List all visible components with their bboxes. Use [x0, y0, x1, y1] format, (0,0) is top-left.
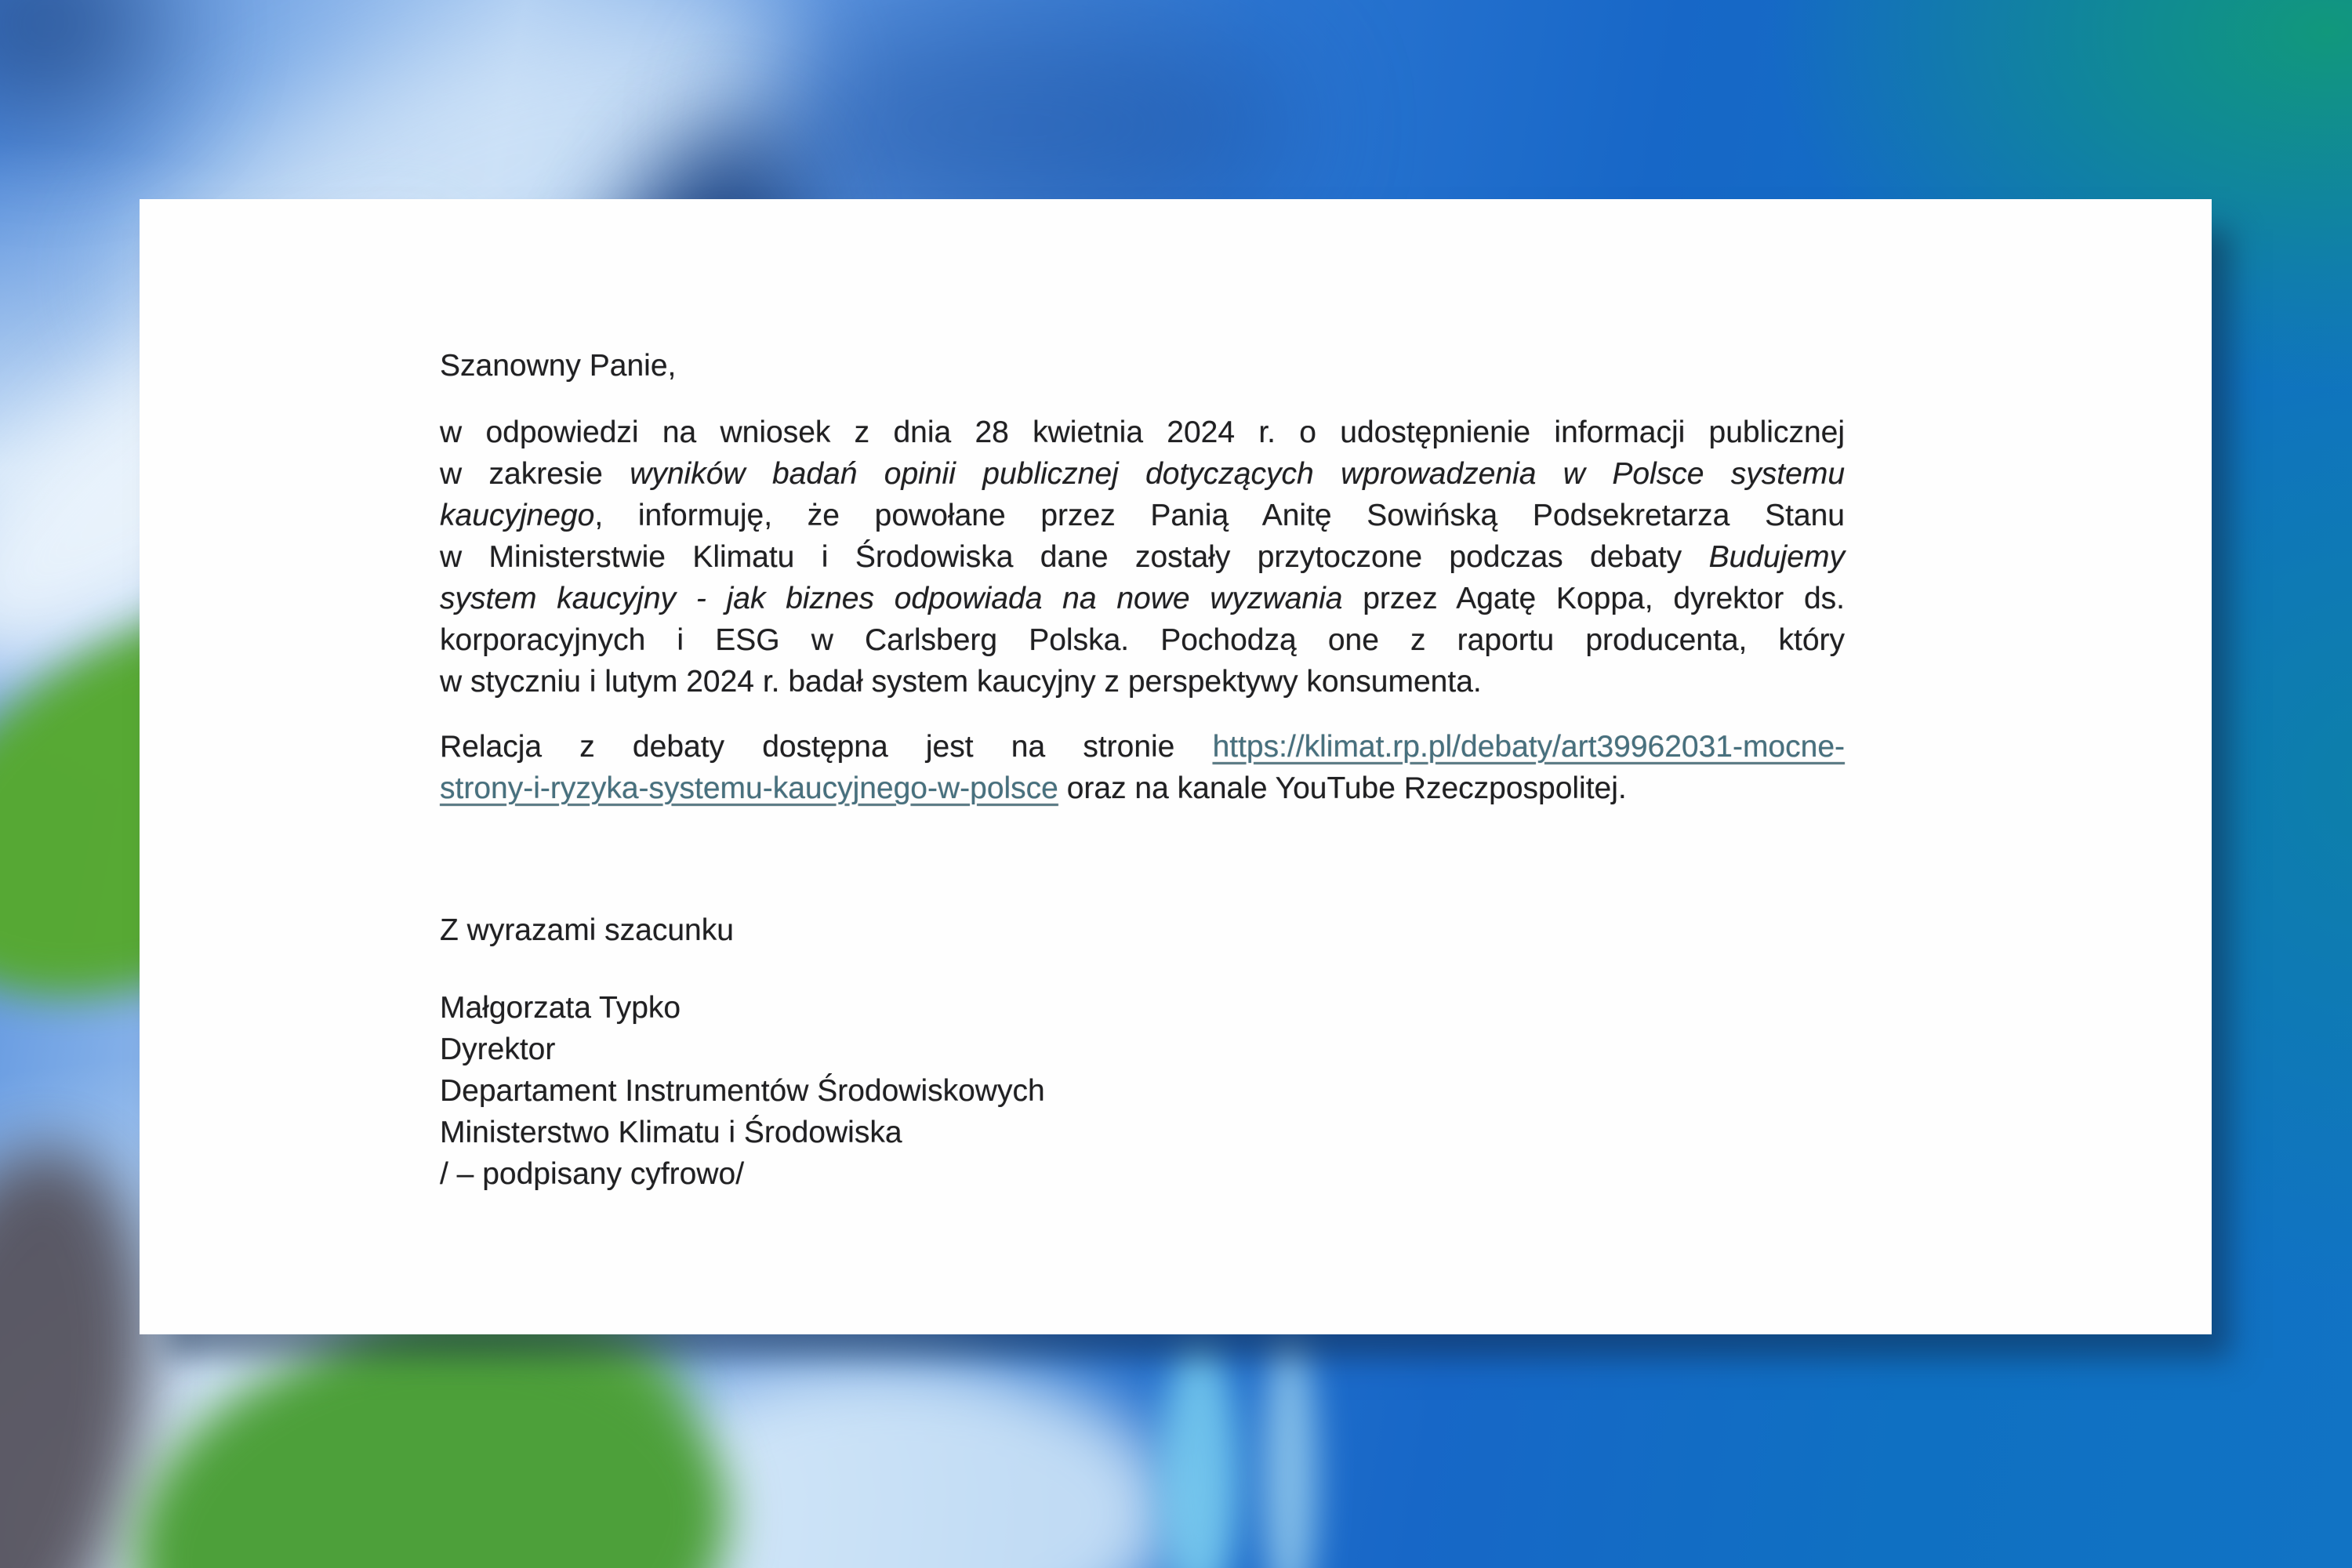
signer-department: Departament Instrumentów Środowiskowych — [440, 1074, 1045, 1108]
blurred-green-shape — [108, 1294, 755, 1568]
letter-page — [140, 199, 2212, 1334]
greeting: Szanowny Panie, — [440, 349, 677, 383]
text-line — [440, 578, 1845, 619]
text-line — [440, 536, 1845, 578]
text-run: kaucyjnego — [440, 499, 595, 532]
text-line — [440, 768, 1845, 809]
text-run: oraz na kanale YouTube Rzeczpospolitej. — [1058, 771, 1627, 805]
text-run: Budujemy — [1708, 540, 1845, 574]
text-line — [440, 726, 1845, 768]
text-run: w odpowiedzi na wniosek z dnia 28 kwietnia 2024 r. o udostępnienie informacji publicznej — [440, 416, 1845, 449]
hyperlink[interactable]: strony-i-ryzyka-systemu-kaucyjnego-w-polsce — [440, 771, 1058, 805]
text-run: Relacja z debaty dostępna jest na stronie — [440, 730, 1213, 764]
text-run: system kaucyjny - jak biznes odpowiada na nowe wyzwania — [440, 582, 1343, 615]
text-line — [440, 412, 1845, 453]
signer-title: Dyrektor — [440, 1033, 556, 1066]
blurred-dark-corner-shape — [0, 0, 165, 118]
text-run: , informuję, że powołane przez Panią Anitę Sowińską Podsekretarza Stanu — [594, 499, 1845, 532]
text-run: w zakresie — [440, 457, 630, 491]
paragraph-debate-link — [440, 726, 1845, 809]
letter-text — [440, 345, 1845, 1195]
text-line — [440, 619, 1845, 661]
text-run: w styczniu i lutym 2024 r. badał system kaucyjny z perspektywy konsumenta. — [440, 665, 1482, 699]
signer-ministry: Ministerstwo Klimatu i Środowiska — [440, 1116, 902, 1149]
signer-name: Małgorzata Typko — [440, 991, 681, 1025]
text-run: korporacyjnych i ESG w Carlsberg Polska. Pochodzą one z raportu producenta, który — [440, 623, 1845, 657]
signature-block — [440, 987, 1845, 1195]
digital-signature-marker: / – podpisany cyfrowo/ — [440, 1157, 745, 1191]
closing-salutation: Z wyrazami szacunku — [440, 913, 734, 947]
text-run: wyników badań opinii publicznej dotyczących wprowadzenia w Polsce systemu — [630, 457, 1846, 491]
hyperlink[interactable]: https://klimat.rp.pl/debaty/art39962031-mocne- — [1212, 730, 1845, 764]
text-line — [440, 453, 1845, 495]
text-line — [440, 495, 1845, 536]
paragraph-response-body — [440, 412, 1845, 702]
text-line — [440, 661, 1845, 702]
blurred-cyan-streak-shape — [1160, 1341, 1239, 1568]
text-run: przez Agatę Koppa, dyrektor ds. — [1342, 582, 1846, 615]
blurred-cyan-streak-shape — [1262, 1333, 1317, 1568]
text-run: w Ministerstwie Klimatu i Środowiska dane zostały przytoczone podczas debaty — [440, 540, 1709, 574]
